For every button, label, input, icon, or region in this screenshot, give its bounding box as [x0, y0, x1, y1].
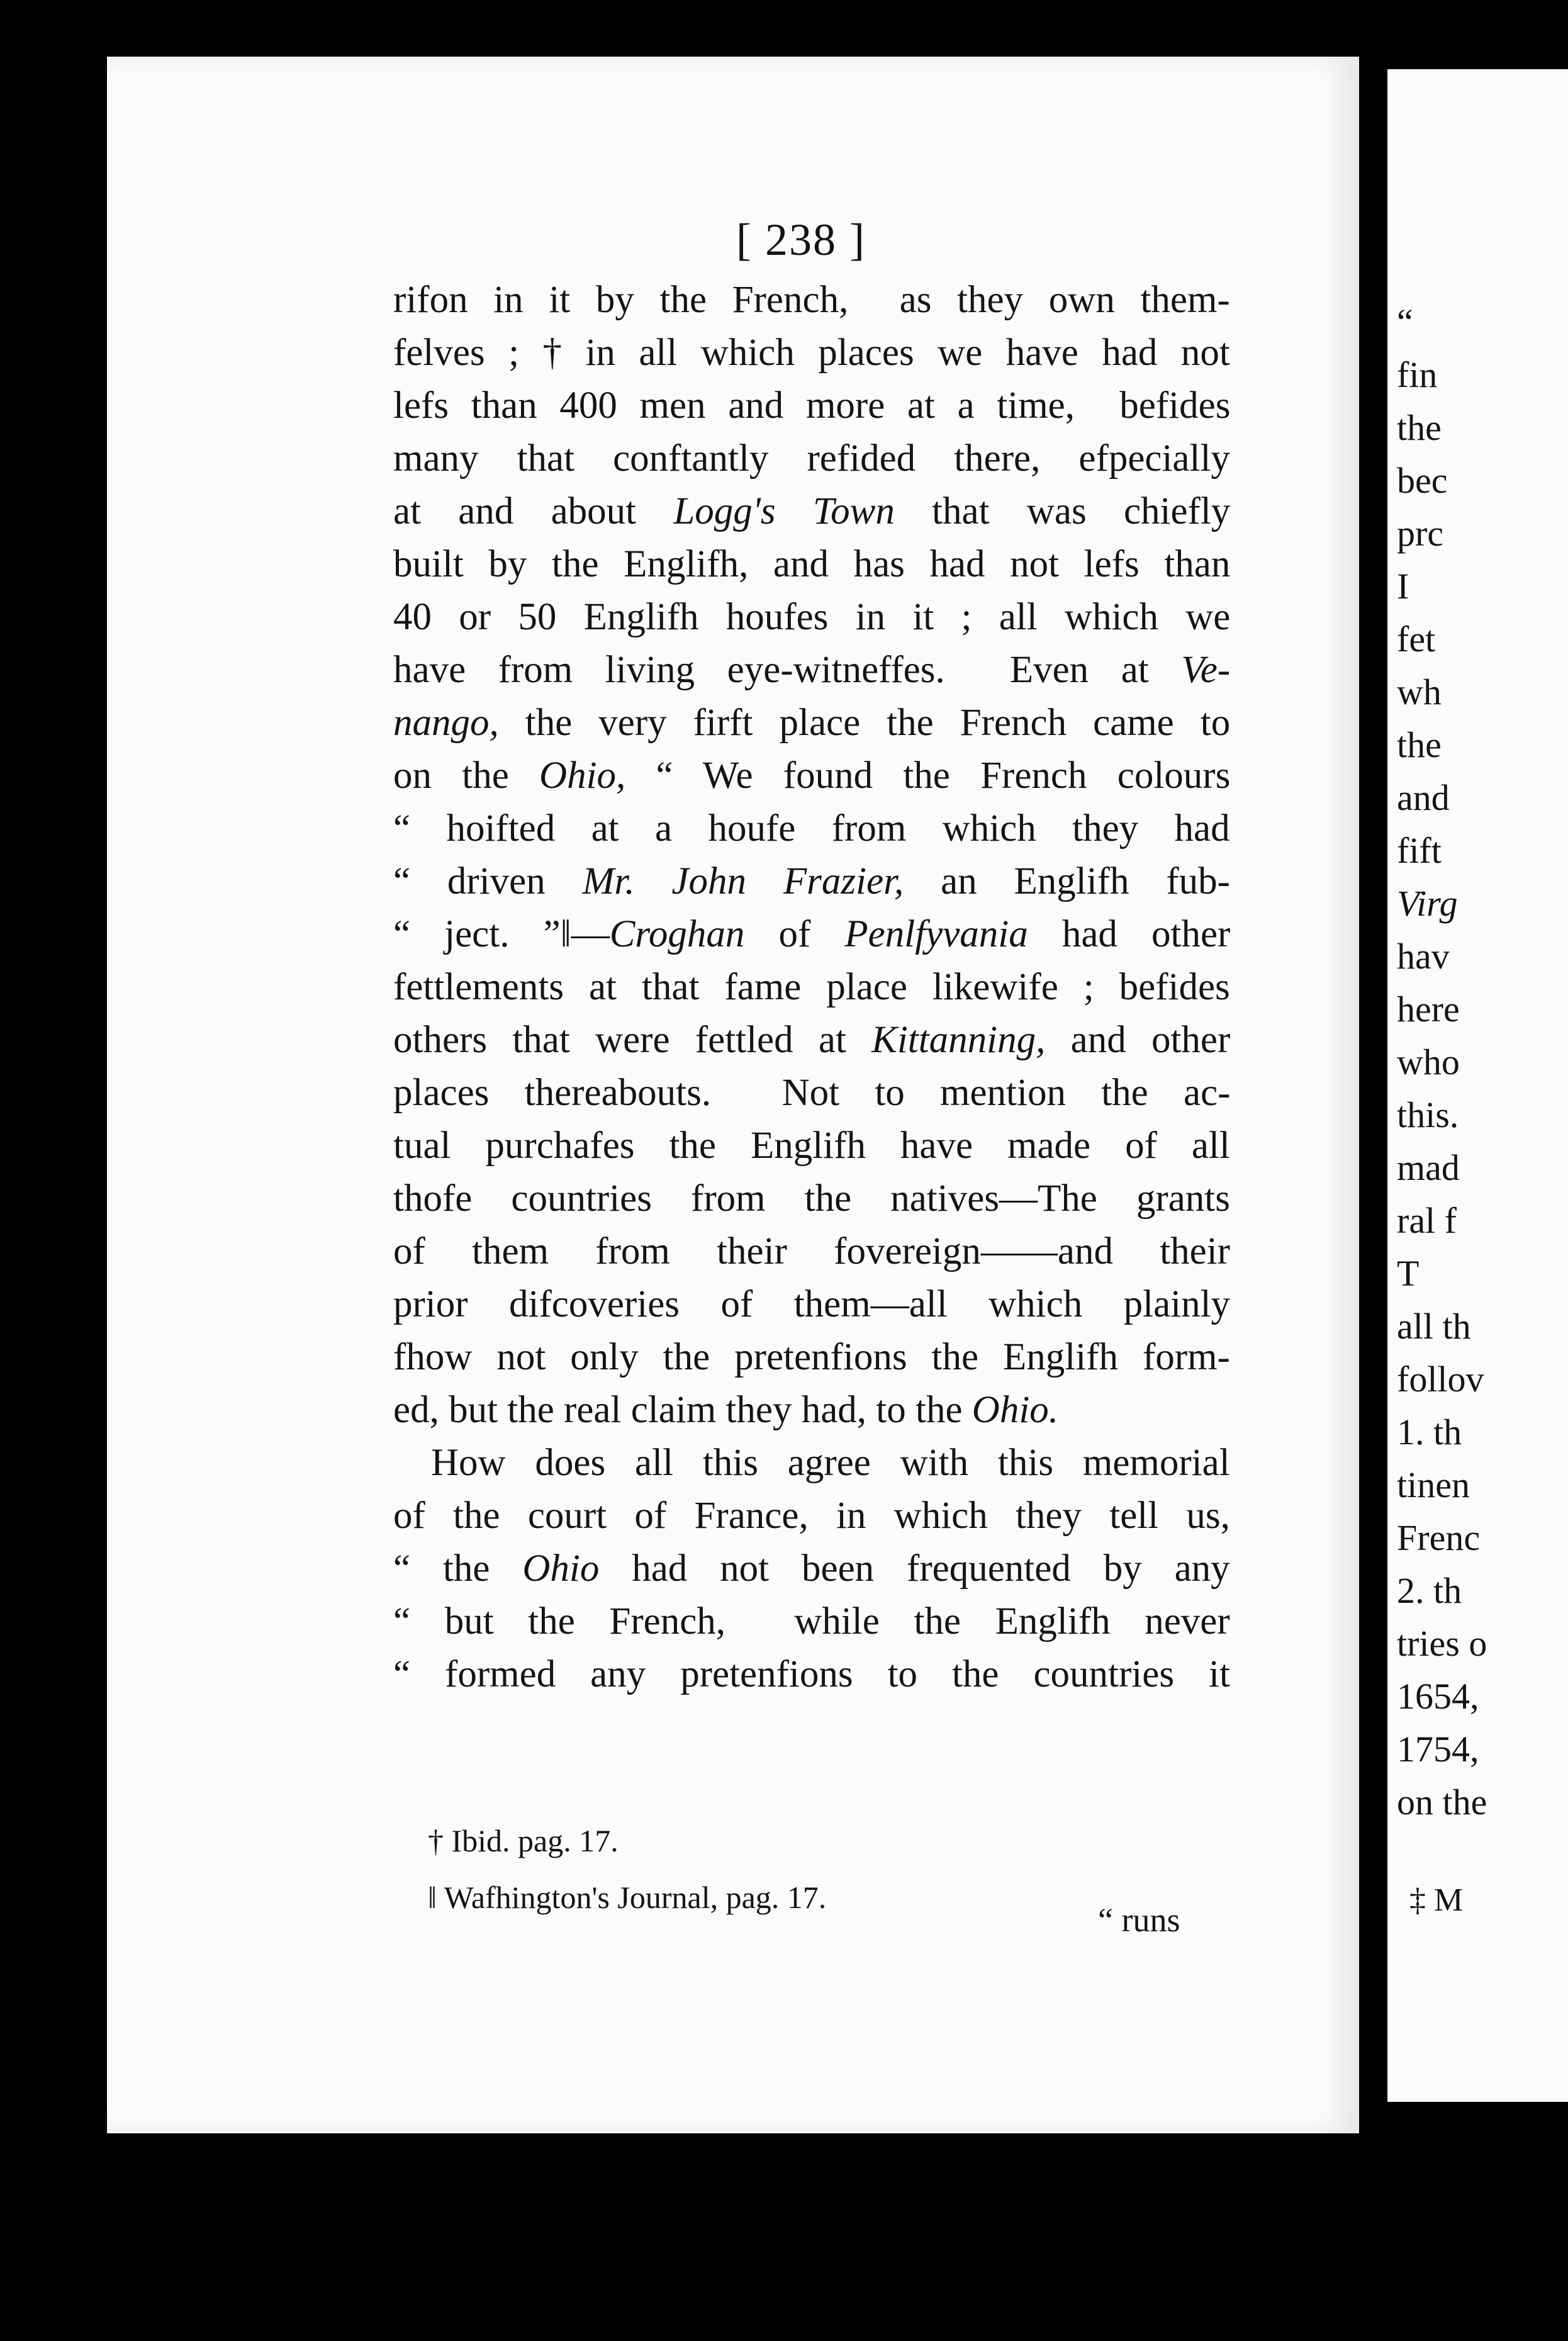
facing-page-line: all th [1397, 1306, 1471, 1347]
italic-text: Ohio [522, 1547, 600, 1590]
text-span: prior difcoveries of them—all which plainly [393, 1283, 1231, 1325]
text-span: “ the [393, 1547, 523, 1590]
text-span: at and about [393, 490, 674, 532]
text-line [393, 749, 1230, 802]
text-span: “ formed any pretenfions to the countries it [393, 1653, 1230, 1695]
italic-text: Ohio, [539, 755, 626, 797]
text-line-content [393, 749, 1230, 802]
text-span: others that were fettled at [393, 1019, 872, 1061]
text-line [393, 1067, 1230, 1120]
text-span: “ We found the French colours [625, 755, 1231, 797]
text-line-content [393, 961, 1230, 1014]
text-span: places thereabouts. Not to mention the ac- [393, 1072, 1231, 1114]
footnotes [428, 1812, 1120, 1926]
facing-page-line: fift [1397, 830, 1442, 871]
text-line-content [393, 379, 1230, 432]
facing-page-line: 1654, [1397, 1676, 1479, 1717]
text-line [393, 1595, 1230, 1648]
text-span: many that conftantly refided there, efpecially [393, 437, 1230, 480]
facing-page-line: fin [1397, 354, 1438, 395]
text-line [393, 1278, 1230, 1331]
text-line [393, 1172, 1230, 1225]
text-line-content [393, 1384, 1058, 1437]
text-line [393, 697, 1230, 749]
text-span: felves ; † in all which places we have had not [393, 332, 1230, 374]
facing-page-line: hav [1397, 936, 1450, 977]
text-line-content [393, 908, 1230, 961]
facing-page-line: on the [1397, 1782, 1487, 1822]
text-line [393, 908, 1230, 961]
text-span: of the court of France, in which they tell us, [393, 1495, 1230, 1537]
text-line-content [393, 697, 1230, 749]
text-line-content [393, 1067, 1230, 1120]
text-span: thofe countries from the natives—The grants [393, 1177, 1230, 1220]
text-line [393, 1120, 1230, 1172]
text-line-content [393, 1225, 1230, 1278]
text-line [393, 485, 1230, 538]
facing-page-line: here [1397, 989, 1460, 1030]
facing-page-line: 1. th [1397, 1412, 1462, 1452]
text-span: rifon in it by the French, as they own them- [393, 279, 1230, 321]
text-line [393, 1384, 1230, 1437]
text-line-content [431, 1437, 1230, 1490]
text-line [393, 1331, 1230, 1384]
italic-text: nango, [393, 702, 499, 744]
text-span: 40 or 50 Englifh houfes in it ; all which we [393, 596, 1231, 638]
italic-text: Penlfyvania [844, 913, 1028, 955]
facing-page-line: prc [1397, 513, 1444, 554]
italic-text: Kittanning, [871, 1019, 1046, 1061]
catchword: “ runs [1098, 1901, 1180, 1939]
italic-text: Ve- [1181, 649, 1231, 691]
text-line [393, 379, 1230, 432]
facing-page-line: follov [1397, 1359, 1484, 1400]
text-span: ed, but the real claim they had, to the [393, 1389, 972, 1431]
text-line-content [393, 485, 1230, 538]
facing-page-text [1397, 296, 1487, 1829]
text-line-content [393, 802, 1230, 855]
italic-text: Croghan [609, 913, 745, 955]
text-line-content [393, 1595, 1230, 1648]
text-line [393, 538, 1230, 591]
facing-page-line: fet [1397, 619, 1436, 660]
facing-page-line: ral f [1397, 1200, 1457, 1241]
text-line-content [393, 644, 1230, 697]
text-line [393, 802, 1230, 855]
text-line [393, 1490, 1230, 1542]
text-line-content [393, 538, 1230, 591]
text-span: “ driven [393, 860, 583, 902]
text-line [393, 1225, 1230, 1278]
text-span: an Englifh fub- [904, 860, 1230, 902]
text-line-content [393, 1278, 1230, 1331]
facing-page-line: who [1397, 1041, 1460, 1082]
text-span: How does all this agree with this memorial [431, 1442, 1230, 1484]
text-line-content [393, 1331, 1230, 1384]
text-line-content [393, 855, 1230, 908]
text-span: on the [393, 755, 540, 797]
text-line-content [393, 1648, 1230, 1701]
facing-page-line: and [1397, 777, 1450, 818]
facing-page-line: bec [1397, 460, 1448, 501]
text-line [393, 1648, 1230, 1701]
italic-text: Mr. John Frazier, [582, 860, 904, 902]
text-line-content [393, 274, 1230, 327]
facing-page-line: the [1397, 724, 1442, 765]
facing-page-line: 1754, [1397, 1729, 1479, 1770]
text-line-content [393, 1172, 1230, 1225]
facing-page-line: tries o [1397, 1623, 1487, 1664]
text-line [393, 1437, 1230, 1490]
text-span: fettlements at that fame place likewife ; befides [393, 966, 1230, 1008]
body-text [393, 274, 1230, 1701]
text-span: had not been frequented by any [599, 1547, 1230, 1590]
text-span: tual purchafes the Englifh have made of all [393, 1125, 1230, 1167]
text-span: “ but the French, while the Englifh never [393, 1600, 1230, 1642]
facing-page-line: “ [1397, 301, 1413, 342]
page-number: [ 238 ] [736, 215, 866, 265]
facing-page-line: T [1397, 1253, 1420, 1294]
facing-page-line: mad [1397, 1147, 1460, 1188]
text-span: the very firft place the French came to [498, 702, 1231, 744]
text-line [393, 961, 1230, 1014]
text-line [393, 591, 1230, 644]
facing-page-line: this. [1397, 1094, 1459, 1135]
text-span: of them from their fovereign——and their [393, 1230, 1230, 1272]
text-span: lefs than 400 men and more at a time, befides [393, 385, 1231, 427]
text-span: have from living eye-witneffes. Even at [393, 649, 1182, 691]
text-line-content [393, 1120, 1230, 1172]
footnote: ‖ Wafhington's Journal, pag. 17. [428, 1880, 827, 1915]
text-line [393, 1542, 1230, 1595]
facing-page-line: Virg [1397, 883, 1458, 924]
facing-page-line: wh [1397, 671, 1442, 712]
italic-text: Ohio. [972, 1389, 1059, 1431]
text-line-content [393, 432, 1230, 485]
footnote: † Ibid. pag. 17. [428, 1823, 619, 1858]
text-line [393, 644, 1230, 697]
facing-page-line: Frenc [1397, 1517, 1481, 1558]
text-line [393, 327, 1230, 379]
text-line-content [393, 327, 1230, 379]
facing-page-line: I [1397, 566, 1409, 607]
facing-page-line: tinen [1397, 1464, 1470, 1505]
facing-page-line: 2. th [1397, 1570, 1462, 1611]
text-span: that was chiefly [894, 490, 1231, 532]
text-line [393, 432, 1230, 485]
text-line [393, 1014, 1230, 1067]
text-span: built by the Englifh, and has had not lefs than [393, 543, 1231, 585]
text-span: fhow not only the pretenfions the Englifh form- [393, 1336, 1230, 1378]
facing-page-footnote: ‡ M [1409, 1882, 1464, 1918]
text-line [393, 274, 1230, 327]
text-line-content [393, 1542, 1230, 1595]
text-line-content [393, 591, 1230, 644]
text-span: had other [1028, 913, 1231, 955]
text-line [393, 855, 1230, 908]
text-line-content [393, 1490, 1230, 1542]
text-span: “ ject. ”‖— [393, 913, 610, 955]
text-span: “ hoifted at a houfe from which they had [393, 807, 1230, 850]
facing-page-line: the [1397, 407, 1442, 448]
text-span: of [744, 913, 845, 955]
text-span: and other [1045, 1019, 1231, 1061]
italic-text: Logg's Town [673, 490, 895, 532]
text-line-content [393, 1014, 1230, 1067]
